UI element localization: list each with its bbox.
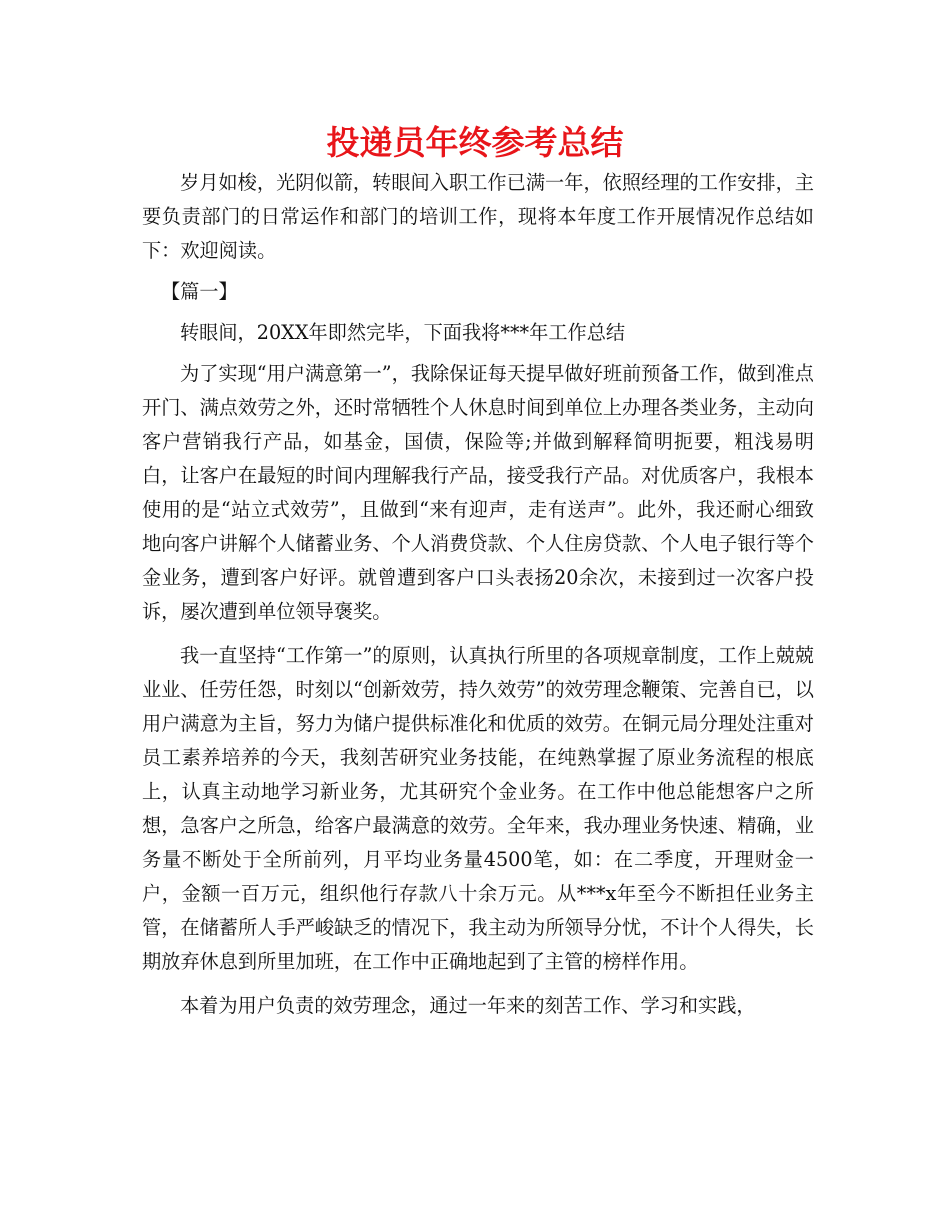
document-body <box>142 166 814 1023</box>
body-paragraph: 我一直坚持“工作第一”的原则，认真执行所里的各项规章制度，工作上兢兢业业、任劳任怨，时刻以“创新效劳，持久效劳”的效劳理念鞭策、完善自已，以用户满意为主旨，努力为储户提供标准化和优质的效劳。在铜元局分理处注重对员工素养培养的今天，我刻苦研究业务技能，在纯熟掌握了原业务流程的根底上，认真主动地学习新业务，尤其研究个金业务。在工作中他总能想客户之所想，急客户之所急，给客户最满意的效劳。全年来，我办理业务快速、精确，业务量不断处于全所前列，月平均业务量4500笔，如：在二季度，开理财金一户，金额一百万元，组织他行存款八十余万元。从***x年至今不断担任业务主管，在储蓄所人手严峻缺乏的情况下，我主动为所领导分忧，不计个人得失，长期放弃休息到所里加班，在工作中正确地起到了主管的榜样作用。 <box>142 644 814 973</box>
document-title: 投递员年终参考总结 <box>326 123 624 162</box>
body-paragraph: 转眼间，20XX年即然完毕，下面我将***年工作总结 <box>180 321 626 344</box>
section-heading: 【篇一】 <box>161 280 238 303</box>
body-paragraph: 为了实现“用户满意第一”，我除保证每天提早做好班前预备工作，做到准点开门、满点效劳之外，还时常牺牲个人休息时间到单位上办理各类业务，主动向客户营销我行产品，如基金，国债，保险等;并做到解释简明扼要，粗浅易明白，让客户在最短的时间内理解我行产品，接受我行产品。对优质客户，我根本使用的是“站立式效劳”，且做到“来有迎声，走有送声”。此外，我还耐心细致地向客户讲解个人储蓄业务、个人消费贷款、个人住房贷款、个人电子银行等个金业务，遭到客户好评。就曾遭到客户口头表扬20余次，未接到过一次客户投诉，屡次遭到单位领导褒奖。 <box>142 362 814 623</box>
intro-paragraph: 岁月如梭，光阴似箭，转眼间入职工作已满一年，依照经理的工作安排，主要负责部门的日常运作和部门的培训工作，现将本年度工作开展情况作总结如下：欢迎阅读。 <box>142 171 814 262</box>
body-paragraph: 本着为用户负责的效劳理念，通过一年来的刻苦工作、学习和实践， <box>180 994 756 1017</box>
